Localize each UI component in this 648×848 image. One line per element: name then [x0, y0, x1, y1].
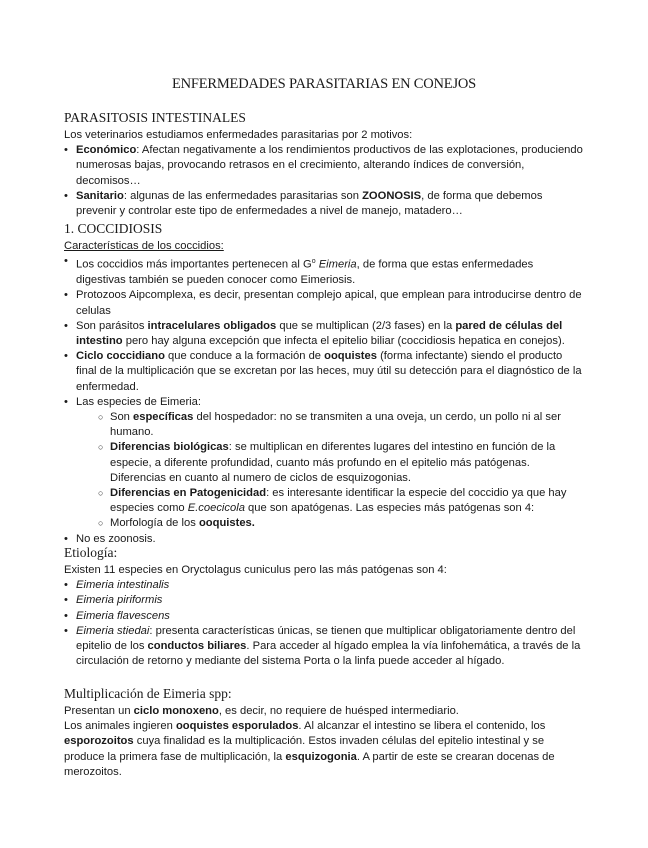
- paragraph-etiologia-intro: Existen 11 especies en Oryctolagus cuniculus pero las más patógenas son 4:: [64, 564, 447, 576]
- paragraph-ingestion: Los animales ingieren ooquistes esporulados. Al alcanzar el intestino se libera el contenido, los esporozoitos cuya finalidad es la multiplicación. Estos invaden células del epitelio intestinal y se produce la primera fase de multiplicación, la esquizogonia. A partir de este se crearan docenas de merozoitos.: [64, 720, 555, 778]
- sublist-item: ○ Son específicas del hospedador: no se transmiten a una oveja, un cerdo, un pollo ni al ser humano.: [76, 410, 584, 440]
- subheading-caracteristicas: Características de los coccidios:: [64, 240, 224, 252]
- list-item: • Eimeria intestinalis: [64, 578, 584, 593]
- list-item: • Protozoos Aipcomplexa, es decir, presentan complejo apical, que emplean para introducirse dentro de celulas: [64, 288, 584, 318]
- characteristics-list: [64, 254, 584, 547]
- sublist-item: ○ Diferencias en Patogenicidad: es interesante identificar la especie del coccidio ya que hay especies como E.coecicola que son apatógenas. Las especies más patógenas son 4:: [76, 486, 584, 516]
- section-heading-parasitosis: PARASITOSIS INTESTINALES: [64, 110, 246, 125]
- section-coccidiosis-body: [64, 239, 584, 547]
- section-parasitosis-body: [64, 128, 584, 219]
- sublist-item: ○ Diferencias biológicas: se multiplican en diferentes lugares del intestino en función de la especie, a diferente profundidad, cuanto más profundo en el epitelio más patógenas. Diferencias en cuanto al numero de ciclos de esquizogonias.: [76, 440, 584, 486]
- list-item: • Ciclo coccidiano que conduce a la formación de ooquistes (forma infectante) siendo el producto final de la multiplicación que se excretan por las heces, muy útil su detección para el diagnóstico de la enfermedad.: [64, 349, 584, 395]
- list-item: • Sanitario: algunas de las enfermedades parasitarias son ZOONOSIS, de forma que debemos prevenir y controlar este tipo de enfermedades a nivel de manejo, matadero…: [64, 189, 584, 219]
- sublist-item: ○ Morfología de los ooquistes.: [76, 516, 584, 531]
- list-item: • Son parásitos intracelulares obligados que se multiplican (2/3 fases) en la pared de células del intestino pero hay alguna excepción que infecta el epitelio biliar (coccidiosis hepatica en conejos).: [64, 319, 584, 349]
- list-item: • Eimeria flavescens: [64, 609, 584, 624]
- species-list: [64, 578, 584, 669]
- section-etiologia-body: [64, 563, 584, 669]
- list-item: • Eimeria piriformis: [64, 593, 584, 608]
- section-heading-multiplicacion: Multiplicación de Eimeria spp:: [64, 686, 232, 701]
- reasons-list: [64, 143, 584, 219]
- paragraph-intro: Los veterinarios estudiamos enfermedades parasitarias por 2 motivos:: [64, 129, 413, 141]
- list-item: • Los coccidios más importantes pertenecen al $G^o$ Eimeria, de forma que estas enfermedades digestivas también se pueden conocer como Eimeriosis.: [64, 254, 584, 288]
- section-heading-etiologia: Etiología:: [64, 545, 118, 560]
- paragraph-ciclo: Presentan un ciclo monoxeno, es decir, no requiere de huésped intermediario.: [64, 705, 459, 717]
- list-item: • Eimeria stiedai: presenta características únicas, se tienen que multiplicar obligatoriamente dentro del epitelio de los conductos biliares. Para acceder al hígado emplea la vía linfohemática, a través de la circulación de retorno y mediante del sistema Porta o la linfa puede acceder al hígado.: [64, 624, 584, 670]
- eimeria-sublist: [76, 410, 584, 532]
- document-title: ENFERMEDADES PARASITARIAS EN CONEJOS: [171, 76, 477, 92]
- list-item: • Las especies de Eimeria: ○ Son específicas del hospedador: no se transmiten a una oveja, un cerdo, un pollo ni al ser humano. ○ Diferencias biológicas: se multiplican en diferentes lugares del intestino en función de la especie, a diferente profundidad, cuanto más profundo en el epitelio más patógenas. Diferencias en cuanto al numero de ciclos de esquizogonias. ○ Diferencias en Patogenicidad: es interesante identificar la especie del coccidio ya que hay especies como E.coecicola que son apatógenas. Las especies más patógenas son 4: ○ Morfología de los ooquistes.: [64, 395, 584, 532]
- list-item: • Económico: Afectan negativamente a los rendimientos productivos de las explotaciones, produciendo numerosas bajas, provocando retrasos en el crecimiento, alterando índices de conversión, decomisos…: [64, 143, 584, 189]
- section-multiplicacion-body: [64, 704, 584, 780]
- list-item: • No es zoonosis.: [64, 532, 584, 547]
- section-heading-coccidiosis: 1. COCCIDIOSIS: [64, 221, 163, 236]
